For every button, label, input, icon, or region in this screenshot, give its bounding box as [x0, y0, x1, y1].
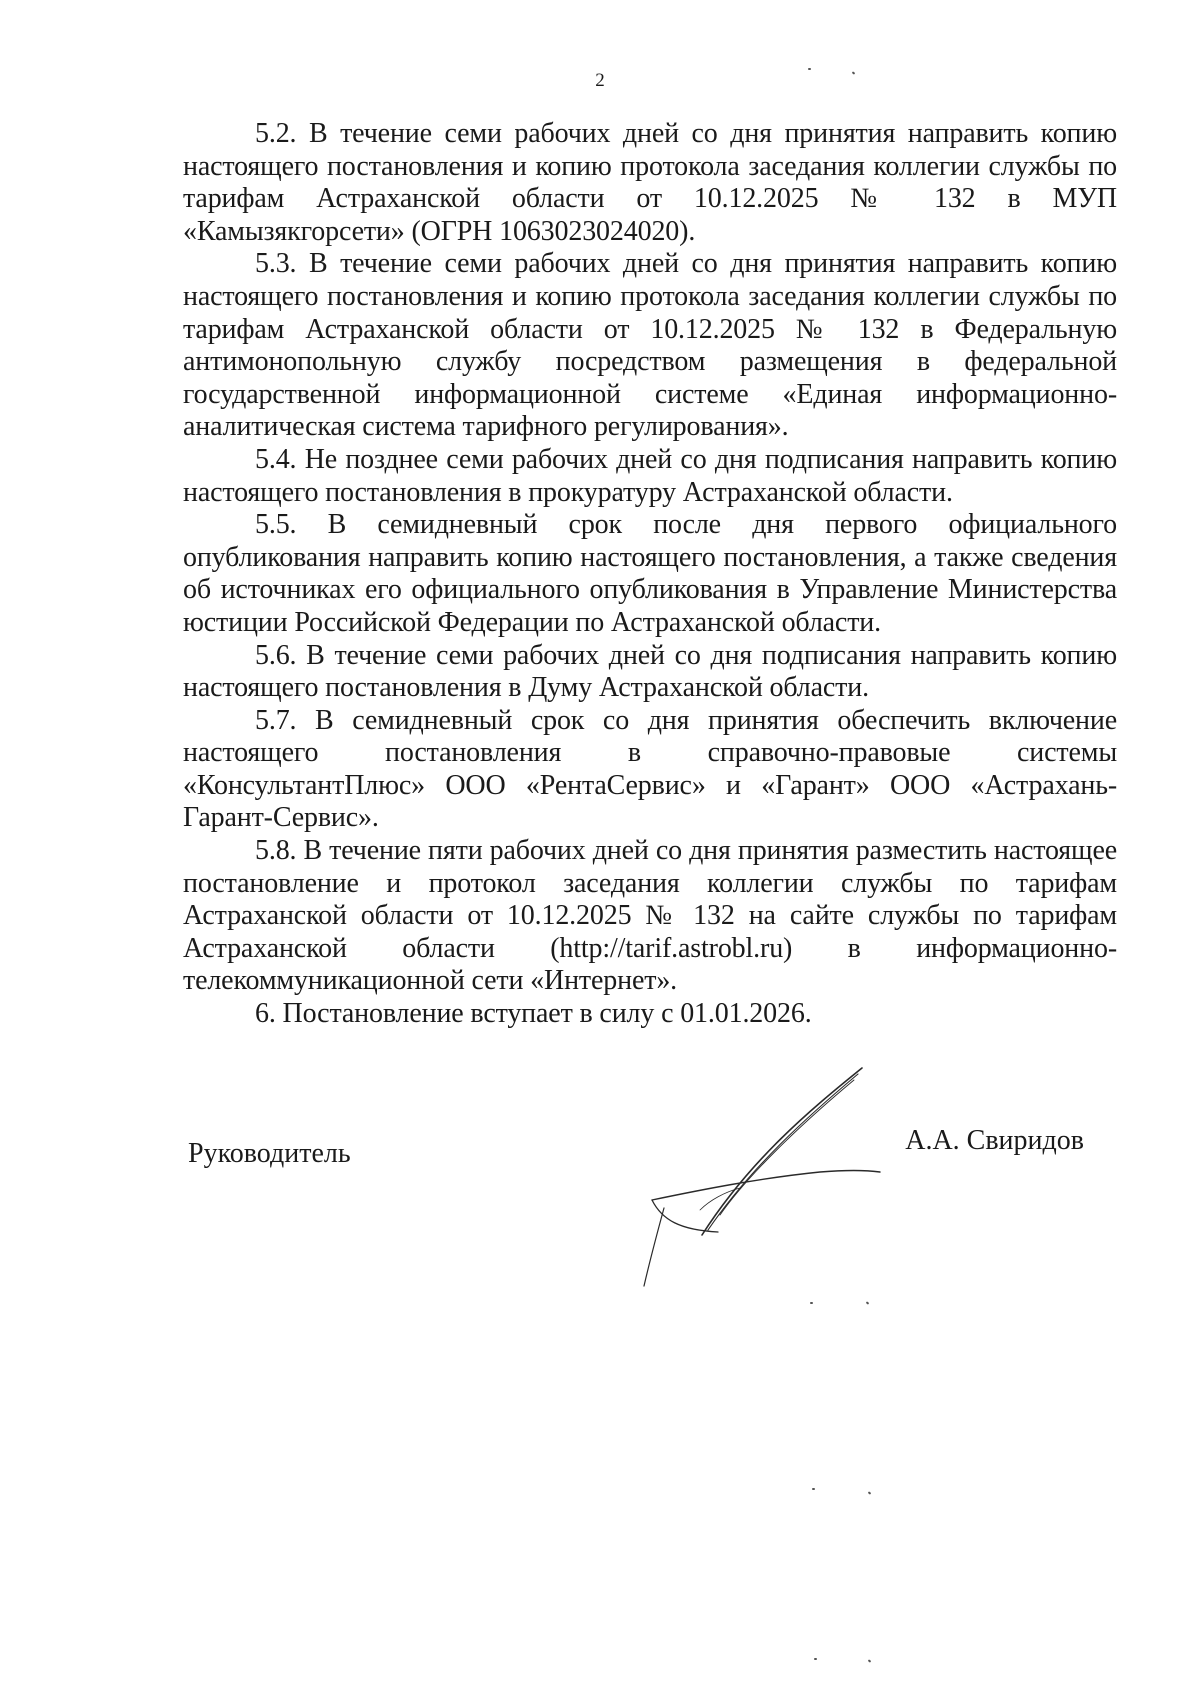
- paragraph-5-5: 5.5. В семидневный срок после дня первого официального опубликования направить копию настоящего постановления, а также сведения об источниках его официального опубликования в Управление Министерства юстиции Российской Федерации по Астраханской области.: [183, 509, 1117, 638]
- paragraph-6: 6. Постановление вступает в силу с 01.01.2026.: [255, 998, 812, 1030]
- paragraph-5-4: 5.4. Не позднее семи рабочих дней со дня подписания направить копию настоящего постановления в прокуратуру Астраханской области.: [183, 443, 1117, 508]
- paragraph-5-6: 5.6. В течение семи рабочих дней со дня подписания направить копию настоящего постановления в Думу Астраханской области.: [183, 639, 1117, 704]
- signatory-position: Руководитель: [188, 1138, 351, 1169]
- paragraph-5-8: 5.8. В течение пяти рабочих дней со дня принятия разместить настоящее постановление и протокол заседания коллегии службы по тарифам Астраханской области от 10.12.2025 № 132 на сайте службы по тарифам Астраханской области (http://tarif.astrobl.ru) в информационно-телекоммуникационной сети «Интернет».: [183, 835, 1117, 997]
- scan-speck: [808, 68, 811, 70]
- paragraph-5-3: 5.3. В течение семи рабочих дней со дня принятия направить копию настоящего постановления и копию протокола заседания коллегии службы по тарифам Астраханской области от 10.12.2025 № 132 в Федеральную антимонопольную службу посредством размещения в федеральной государственной информационной системе «Единая информационно-аналитическая система тарифного регулирования».: [183, 248, 1117, 443]
- paragraph-5-2: 5.2. В течение семи рабочих дней со дня принятия направить копию настоящего постановления и копию протокола заседания коллегии службы по тарифам Астраханской области от 10.12.2025 № 132 в МУП «Камызякгорсети» (ОГРН 1063023024020).: [183, 118, 1117, 247]
- paragraph-5-7: 5.7. В семидневный срок со дня принятия обеспечить включение настоящего постановления в справочно-правовые системы «КонсультантПлюс» ООО «РентаСервис» и «Гарант» ООО «Астрахань-Гарант-Сервис».: [183, 704, 1117, 834]
- page-number: 2: [595, 70, 605, 91]
- signatory-name: А.А. Свиридов: [905, 1125, 1084, 1156]
- document-body: [183, 118, 1117, 1031]
- scan-speck: [814, 1658, 817, 1660]
- scan-speck: [810, 1302, 813, 1304]
- scan-speck: [812, 1488, 815, 1490]
- scan-speck: [868, 1491, 872, 1494]
- scan-speck: [866, 1301, 870, 1304]
- handwritten-signature: [640, 1050, 900, 1290]
- scan-speck: [868, 1659, 872, 1662]
